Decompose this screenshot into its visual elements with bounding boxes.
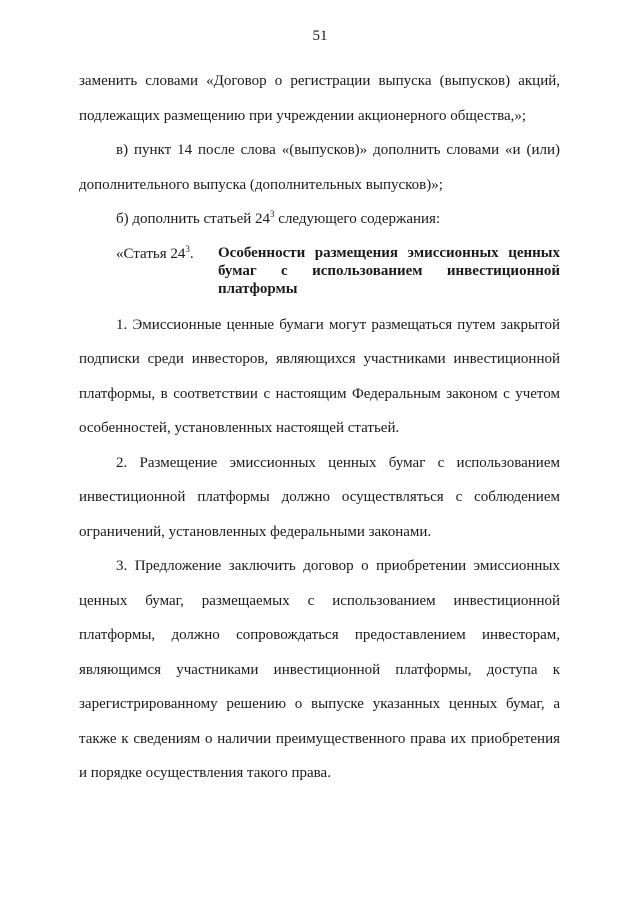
- paragraph-replace-words: заменить словами «Договор о регистрации выпуска (выпусков) акций, подлежащих размещению при учреждении акционерного общества,»;: [79, 73, 560, 124]
- add-article-text: б) дополнить статьей 24: [116, 211, 271, 227]
- article-label: [116, 237, 218, 308]
- paragraph-item-14: в) пункт 14 после слова «(выпусков)» дополнить словами «и (или) дополнительного выпуска (дополнительных выпусков)»;: [79, 142, 560, 193]
- add-article-text-tail: следующего содержания:: [274, 211, 441, 227]
- article-label-dot: .: [189, 245, 194, 262]
- article-title: Особенности размещения эмиссионных ценных бумаг с использованием инвестиционной платформы: [218, 244, 560, 297]
- article-item-2: 2. Размещение эмиссионных ценных бумаг с использованием инвестиционной платформы должно осуществляться с соблюдением ограничений, установленных федеральными законами.: [79, 454, 560, 540]
- paragraph-add-article: [79, 202, 560, 237]
- page-number: 51: [312, 28, 328, 44]
- article-label-superscript: 3: [185, 243, 190, 254]
- article-item-1: 1. Эмиссионные ценные бумаги могут размещаться путем закрытой подписки среди инвесторов, являющихся участниками инвестиционной платформы, в соответствии с настоящим Федеральным законом с учетом особенностей, установленных настоящей статьей.: [79, 316, 560, 436]
- document-body: [79, 64, 560, 791]
- article-label-text: «Статья 24: [116, 245, 186, 262]
- superscript: 3: [270, 209, 275, 219]
- article-item-3: 3. Предложение заключить договор о приобретении эмиссионных ценных бумаг, размещаемых с использованием инвестиционной платформы, должно сопровождаться предоставлением инвесторам, являющимся участниками инвестиционной платформы, доступа к зарегистрированному решению о выпуске указанных ценных бумаг, а также к сведениям о наличии преимущественного права их приобретения и порядке осуществления такого права.: [79, 558, 560, 781]
- article-heading: [79, 237, 560, 308]
